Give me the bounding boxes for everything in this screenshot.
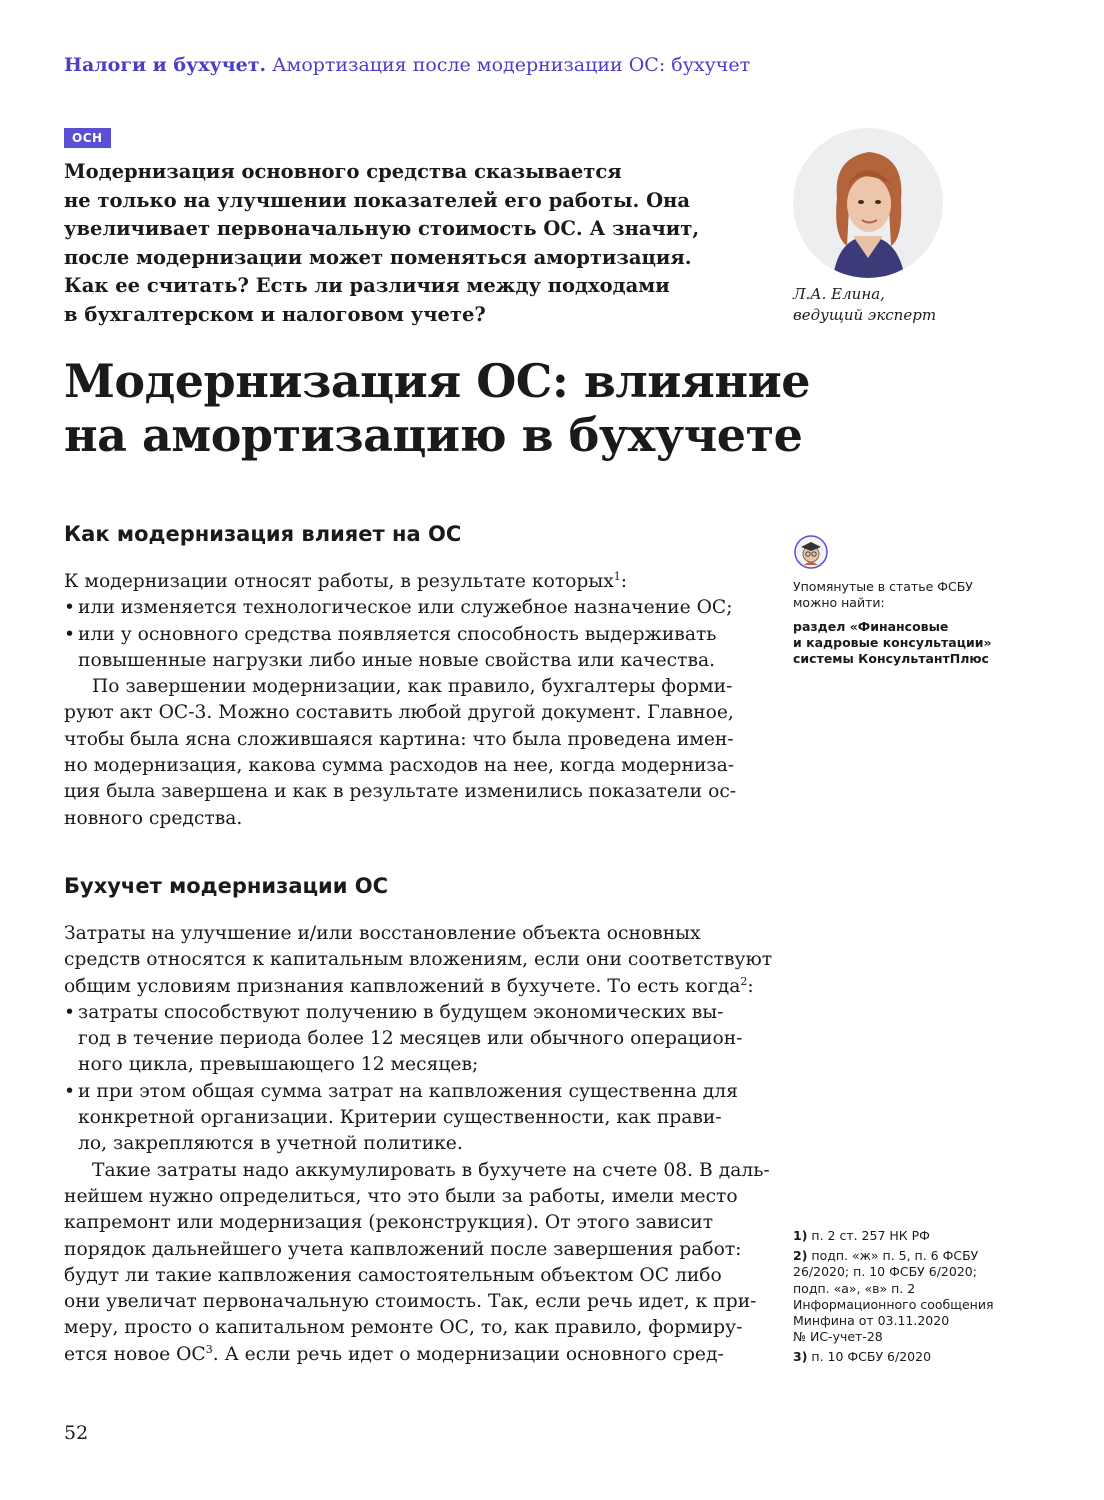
text-line: общим условиям признания капвложений в бухучете. То есть когда$^2$:	[64, 974, 754, 997]
bullet-continuation: повышенные нагрузки либо иные новые свойства или качества.	[78, 649, 716, 671]
footnotes	[793, 1228, 1043, 1370]
page-number: 52	[64, 1422, 89, 1444]
text-line: но модернизация, какова сумма расходов на нее, когда модерниза-	[64, 755, 735, 777]
consultant-badge-icon	[794, 535, 828, 569]
note-bold-line: системы КонсультантПлюс	[793, 651, 989, 666]
text-line: средств относятся к капитальным вложениям, если они соответствуют	[64, 949, 773, 971]
footnote: 3) п. 10 ФСБУ 6/2020	[793, 1349, 932, 1365]
bullet-item: • затраты способствуют получению в будущем экономических вы-	[64, 1000, 740, 1026]
lead-line: не только на улучшении показателей его работы. Она	[64, 188, 690, 212]
text-line: порядок дальнейшего учета капвложений после завершения работ:	[64, 1238, 742, 1260]
author-portrait	[793, 128, 943, 278]
lead-line: Как ее считать? Есть ли различия между подходами	[64, 274, 670, 297]
bullet-item: • или изменяется технологическое или служебное назначение ОС;	[64, 595, 740, 621]
author-role: ведущий эксперт	[793, 306, 937, 324]
text-line: будут ли такие капвложения самостоятельным объектом ОС либо	[64, 1264, 722, 1286]
note-line: можно найти:	[793, 595, 885, 610]
bullet-continuation: год в течение периода более 12 месяцев или обычного операцион-	[78, 1028, 743, 1050]
text-line: капремонт или модернизация (реконструкция). От этого зависит	[64, 1212, 714, 1234]
lead-line: после модернизации может поменяться амортизация.	[64, 245, 692, 269]
bullet-item: • или у основного средства появляется способность выдерживать	[64, 622, 740, 648]
section-heading-1: Как модернизация влияет на ОС	[64, 522, 462, 546]
author-caption	[793, 284, 936, 326]
footnote-ref: 3	[205, 1342, 213, 1356]
text-line: чтобы была ясна сложившаяся картина: что была проведена имен-	[64, 728, 734, 750]
running-head-topic: Амортизация после модернизации ОС: бухучет	[272, 54, 751, 76]
lead-line: увеличивает первоначальную стоимость ОС. А значит,	[64, 217, 700, 240]
sidebar-note	[793, 579, 1033, 667]
footnote: 2) подп. «ж» п. 5, п. 6 ФСБУ 26/2020; п. 10 ФСБУ 6/2020; подп. «а», «в» п. 2 Информационного сообщения Минфина от 03.11.2020 № ИС-учет-28	[793, 1248, 994, 1345]
article-title	[64, 354, 810, 462]
footnote: 1) п. 2 ст. 257 НК РФ	[793, 1228, 930, 1243]
title-line: Модернизация ОС: влияние	[64, 354, 810, 408]
tax-regime-tag: ОСН	[64, 128, 111, 148]
text-line: По завершении модернизации, как правило, бухгалтеры форми-	[92, 676, 733, 698]
note-line: Упомянутые в статье ФСБУ	[793, 579, 973, 594]
note-bold-line: и кадровые консультации»	[793, 635, 992, 650]
text-line: К модернизации относят работы, в результате которых$^1$:	[64, 570, 628, 592]
lead-line: Модернизация основного средства сказывается	[64, 160, 622, 183]
section-1-body	[64, 569, 740, 832]
text-line: меру, просто о капитальном ремонте ОС, то, как правило, формиру-	[64, 1317, 743, 1339]
text-line: Затраты на улучшение и/или восстановление объекта основных	[64, 923, 701, 944]
lead-line: в бухгалтерском и налоговом учете?	[64, 302, 486, 326]
running-head	[64, 54, 750, 76]
bullet-continuation: ло, закрепляются в учетной политике.	[78, 1133, 463, 1155]
section-heading-2: Бухучет модернизации ОС	[64, 874, 389, 898]
text-line: ция была завершена и как в результате изменились показатели ос-	[64, 781, 737, 803]
note-bold-line: раздел «Финансовые	[793, 619, 949, 634]
title-line: на амортизацию в бухучете	[64, 408, 803, 462]
footnote-ref: 1	[613, 570, 621, 583]
section-2-body	[64, 921, 773, 1368]
running-head-section: Налоги и бухучет.	[64, 54, 267, 76]
lead-paragraph	[64, 158, 744, 329]
text-line: руют акт ОС-3. Можно составить любой другой документ. Главное,	[64, 702, 734, 724]
footnote-ref: 2	[740, 974, 748, 988]
text-line: нейшем нужно определиться, что это были за работы, имели место	[64, 1185, 738, 1207]
bullet-continuation: конкретной организации. Критерии существенности, как прави-	[78, 1107, 722, 1129]
author-name: Л.А. Елина,	[793, 285, 885, 303]
text-line: новного средства.	[64, 807, 243, 829]
text-line: Такие затраты надо аккумулировать в бухучете на счете 08. В даль-	[92, 1159, 770, 1181]
text-line: ется новое $ОС^3$. А если речь идет о модернизации основного сред-	[64, 1342, 724, 1365]
bullet-item: • и при этом общая сумма затрат на капвложения существенна для	[64, 1079, 740, 1105]
text-line: они увеличат первоначальную стоимость. Так, если речь идет, к при-	[64, 1291, 757, 1313]
author-photo-icon	[793, 128, 943, 278]
bullet-continuation: ного цикла, превышающего 12 месяцев;	[78, 1054, 479, 1076]
